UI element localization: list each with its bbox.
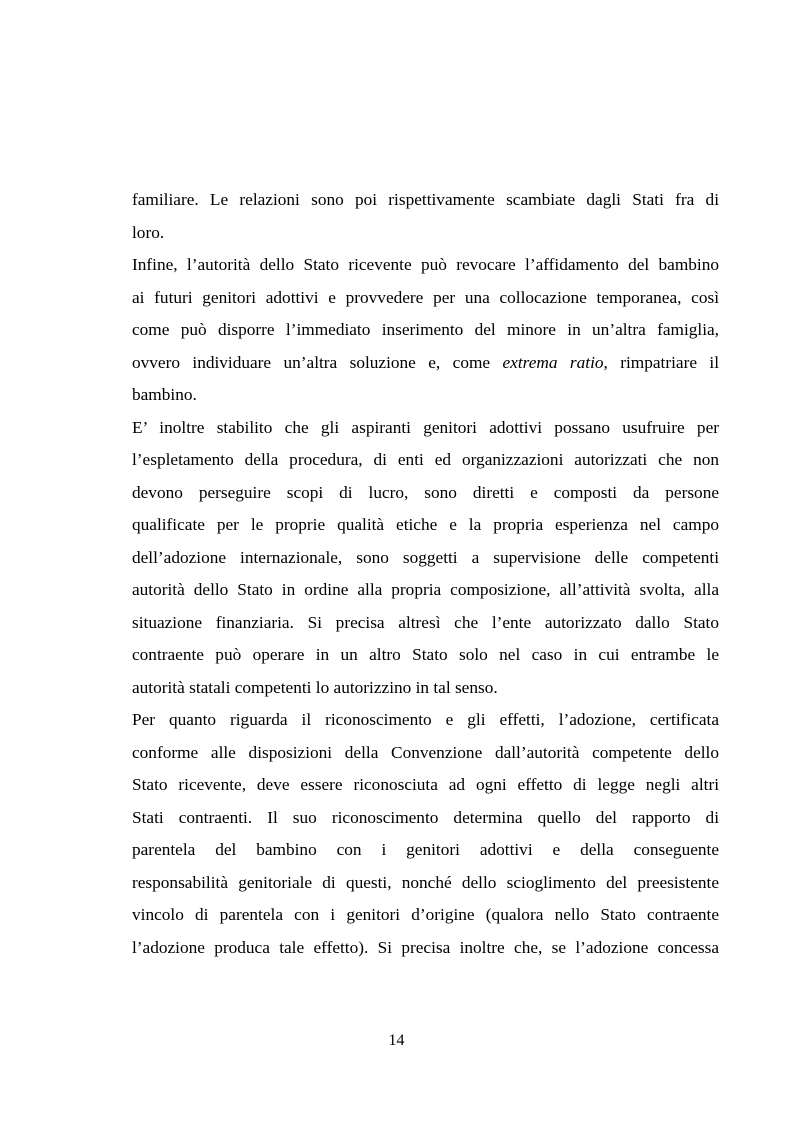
- paragraph: [132, 412, 719, 705]
- text-line: responsabilità genitoriale di questi, nonché dello scioglimento del preesistente: [132, 872, 719, 892]
- text-fragment: ovvero individuare un’altra soluzione e, come: [132, 352, 503, 372]
- text-line: vincolo di parentela con i genitori d’origine (qualora nello Stato contraente: [132, 905, 719, 924]
- text-line: devono perseguire scopi di lucro, sono diretti e composti da persone: [132, 482, 719, 502]
- text-line: bambino.: [132, 385, 197, 404]
- text-line: E’ inoltre stabilito che gli aspiranti genitori adottivi possano usufruire per: [132, 417, 719, 437]
- page-number: 14: [388, 1032, 405, 1049]
- paragraph: [132, 704, 719, 964]
- text-line: autorità statali competenti lo autorizzino in tal senso.: [132, 677, 498, 697]
- text-line: Stati contraenti. Il suo riconoscimento determina quello del rapporto di: [132, 807, 719, 827]
- text-line: autorità dello Stato in ordine alla propria composizione, all’attività svolta, alla: [132, 580, 719, 599]
- text-line: contraente può operare in un altro Stato solo nel caso in cui entrambe le: [132, 645, 719, 664]
- text-line: come può disporre l’immediato inserimento del minore in un’altra famiglia,: [132, 320, 719, 339]
- text-fragment: , rimpatriare il: [603, 352, 720, 372]
- text-line: familiare. Le relazioni sono poi rispettivamente scambiate dagli Stati fra di: [132, 190, 719, 209]
- text-line: Stato ricevente, deve essere riconosciuta ad ogni effetto di legge negli altri: [132, 775, 719, 794]
- text-line: conforme alle disposizioni della Convenzione dall’autorità competente dello: [132, 742, 719, 762]
- text-line: qualificate per le proprie qualità etiche e la propria esperienza nel campo: [132, 515, 719, 534]
- text-line: Per quanto riguarda il riconoscimento e gli effetti, l’adozione, certificata: [132, 710, 719, 729]
- text-line: parentela del bambino con i genitori adottivi e della conseguente: [132, 840, 719, 859]
- text-line: Infine, l’autorità dello Stato ricevente può revocare l’affidamento del bambino: [132, 255, 719, 274]
- paragraph: [132, 249, 719, 412]
- text-line: dell’adozione internazionale, sono soggetti a supervisione delle competenti: [132, 547, 719, 567]
- italic-phrase: extrema ratio: [502, 352, 604, 372]
- text-line: loro.: [132, 222, 165, 242]
- text-line: situazione finanziaria. Si precisa altresì che l’ente autorizzato dallo Stato: [132, 612, 719, 632]
- paragraph: [132, 184, 719, 249]
- text-line: l’adozione produca tale effetto). Si precisa inoltre che, se l’adozione concessa: [132, 937, 719, 957]
- text-line: l’espletamento della procedura, di enti ed organizzazioni autorizzati che non: [132, 450, 719, 469]
- text-line: ai futuri genitori adottivi e provvedere per una collocazione temporanea, così: [132, 287, 719, 307]
- text-line: [132, 347, 719, 380]
- page-body: [132, 184, 719, 964]
